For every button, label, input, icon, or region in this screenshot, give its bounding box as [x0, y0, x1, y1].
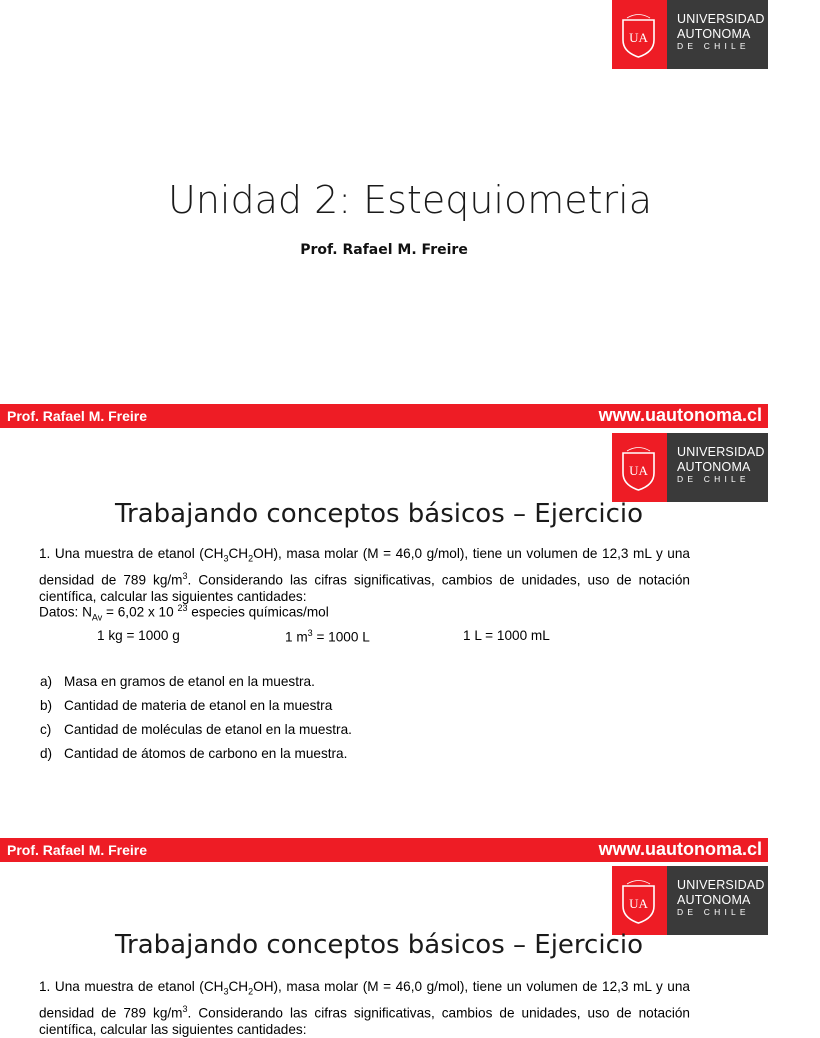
slide-heading: Trabajando conceptos básicos – Ejercicio — [114, 499, 643, 529]
exercise-slide — [0, 433, 768, 862]
unit-conversion-kg: 1 kg = 1000 g — [97, 628, 180, 643]
logo-line-3: DE CHILE — [677, 474, 750, 484]
svg-text:UA: UA — [629, 30, 648, 45]
logo-line-2: AUTONOMA — [677, 892, 751, 907]
seal-icon — [619, 445, 658, 491]
logo-line-3: DE CHILE — [677, 41, 750, 51]
logo-line-1: UNIVERSIDAD — [677, 878, 765, 892]
list-item: c) Cantidad de moléculas de etanol en la muestra. — [40, 722, 352, 737]
footer-url[interactable]: www.uautonoma.cl — [598, 839, 762, 859]
university-logo — [612, 433, 768, 502]
logo-line-1: UNIVERSIDAD — [677, 12, 765, 26]
slide-title: Unidad 2: Estequiometria — [168, 178, 652, 222]
svg-text:UA: UA — [629, 463, 648, 478]
unit-conversion-m3: 1 $m^3 = 1000$ L — [285, 628, 370, 645]
list-item: b) Cantidad de materia de etanol en la muestra — [40, 698, 333, 713]
logo-line-1: UNIVERSIDAD — [677, 445, 765, 459]
problem-statement: 1. Una muestra de etanol $(CH_3CH_2OH)$, masa molar (M = 46,0 g/mol), tiene un volumen de 12,3 mL y una densidad de 789 $kg/m^3$. Considerando las cifras significativas, cambios de unidades, uso de notación científica, calcular las siguientes cantidades: — [39, 979, 690, 1038]
university-logo — [612, 0, 768, 69]
slide-subtitle: Prof. Rafael M. Freire — [300, 242, 468, 258]
university-logo — [612, 866, 768, 935]
exercise-slide-repeat — [0, 866, 768, 1038]
problem-statement: 1. Una muestra de etanol $(CH_3CH_2OH)$, masa molar (M = 46,0 g/mol), tiene un volumen de 12,3 mL y una densidad de 789 $kg/m^3$. Considerando las cifras significativas, cambios de unidades, uso de notación científica, calcular las siguientes cantidades: — [39, 546, 690, 605]
logo-line-2: AUTONOMA — [677, 26, 751, 41]
footer-author: Prof. Rafael M. Freire — [7, 842, 148, 858]
footer-bar — [0, 838, 768, 862]
list-item: a) Masa en gramos de etanol en la muestra. — [40, 674, 315, 689]
footer-author: Prof. Rafael M. Freire — [7, 408, 148, 424]
footer-bar — [0, 404, 768, 428]
title-slide — [0, 0, 768, 430]
seal-icon — [619, 12, 658, 58]
footer-url[interactable]: www.uautonoma.cl — [598, 405, 762, 425]
given-data: Datos: $N_{Av} = 6,02$ x 10 $^{23}$ especies químicas/mol — [39, 603, 329, 623]
list-item: d) Cantidad de átomos de carbono en la muestra. — [40, 746, 348, 761]
seal-icon — [619, 878, 658, 924]
svg-text:UA: UA — [629, 896, 648, 911]
slide-heading: Trabajando conceptos básicos – Ejercicio — [114, 930, 643, 960]
logo-line-2: AUTONOMA — [677, 459, 751, 474]
logo-line-3: DE CHILE — [677, 907, 750, 917]
unit-conversion-l: 1 L = 1000 mL — [463, 628, 550, 643]
question-list — [40, 674, 352, 770]
